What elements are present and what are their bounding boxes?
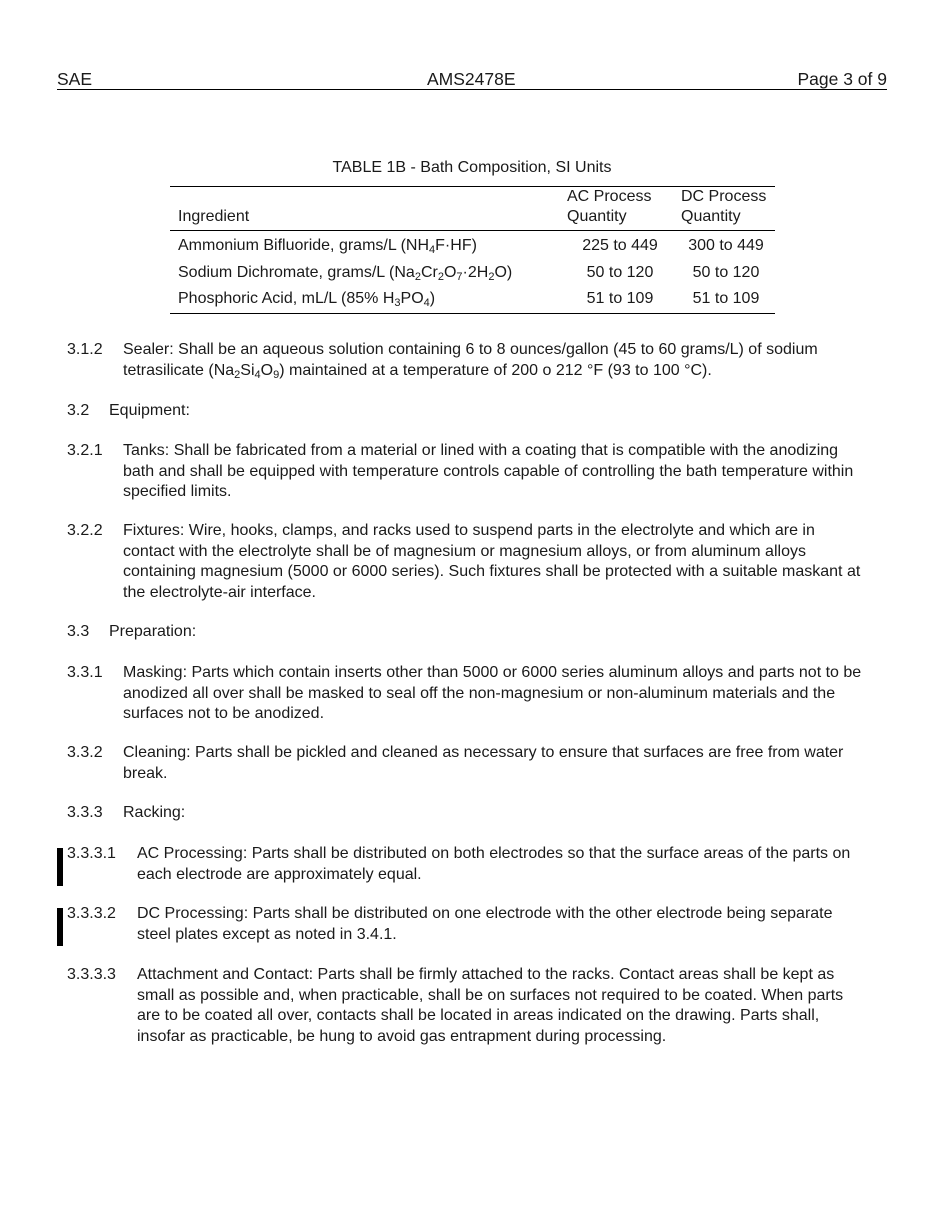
- section-heading: Preparation:: [109, 623, 197, 640]
- ac-quantity-cell: 51 to 109: [586, 290, 654, 308]
- section-text: AC Processing: Parts shall be distributed on both electrodes so that the surface areas of the parts on each electrode are approximately equal.: [137, 845, 851, 883]
- section-number: 3.3.2: [67, 744, 103, 761]
- section-3-3: [67, 622, 867, 643]
- ingredient-cell: Ammonium Bifluoride, grams/L $(NH_4F\cdot HF)$: [178, 237, 477, 257]
- section-text: Tanks: Shall be fabricated from a material or lined with a coating that is compatible with the anodizing bath and shall be equipped with temperature controls capable of controlling the bath temperature within specified limits.: [123, 442, 854, 500]
- section-heading: Equipment:: [109, 402, 190, 419]
- section-3-3-3-3: [67, 965, 867, 1047]
- column-ingredient: Ingredient: [178, 208, 250, 225]
- section-3-2-1: [67, 441, 867, 503]
- section-text: Attachment and Contact: Parts shall be firmly attached to the racks. Contact areas shall be kept as small as possible and, when practicable, shall be on surfaces not required to be coated. When parts are to be coated all over, contacts shall be located in areas indicated on the drawing. Parts shall, insofar as practicable, be hung to avoid gas entrapment during processing.: [137, 966, 844, 1045]
- section-number: 3.3.1: [67, 664, 103, 681]
- section-3-3-1: [67, 663, 867, 725]
- header-org: SAE: [57, 69, 93, 89]
- table-row: [170, 286, 775, 313]
- section-number: 3.3: [67, 623, 90, 640]
- section-number: 3.3.3.3: [67, 966, 116, 983]
- section-3-3-3-1: [67, 844, 867, 885]
- section-text: Cleaning: Parts shall be pickled and cleaned as necessary to ensure that surfaces are free from water break.: [123, 744, 844, 782]
- change-bar: [57, 908, 63, 946]
- section-number: 3.3.3: [67, 804, 103, 821]
- table-row: [170, 231, 775, 260]
- ac-quantity-cell: 50 to 120: [586, 263, 654, 281]
- section-text: DC Processing: Parts shall be distributed on one electrode with the other electrode being separate steel plates except as noted in 3.4.1.: [137, 905, 833, 943]
- section-number: 3.2.2: [67, 522, 103, 539]
- section-text: Masking: Parts which contain inserts other than 5000 or 6000 series aluminum alloys and parts not to be anodized all over shall be masked to seal off the non-magnesium or non-aluminum materials and the surfaces not to be anodized.: [123, 664, 862, 722]
- section-3-3-3-2: [67, 904, 867, 945]
- dc-quantity-cell: 51 to 109: [692, 290, 760, 308]
- ingredient-cell: Phosphoric Acid, mL/L (85% $H_3PO_4$): [178, 290, 436, 310]
- section-number: 3.1.2: [67, 341, 103, 358]
- column-dc-process: DC Process Quantity: [681, 188, 767, 225]
- change-bar: [57, 848, 63, 886]
- dc-quantity-cell: 50 to 120: [692, 263, 760, 281]
- table-caption: TABLE 1B - Bath Composition, SI Units: [332, 159, 612, 176]
- header-page-number: Page 3 of 9: [797, 69, 887, 89]
- section-number: 3.2.1: [67, 442, 103, 459]
- section-number: 3.3.3.2: [67, 905, 116, 922]
- section-text: Fixtures: Wire, hooks, clamps, and racks used to suspend parts in the electrolyte and which are in contact with the electrolyte shall be of magnesium or magnesium alloys, or from aluminum alloys containing magnesium (5000 or 6000 series). Such fixtures shall be protected with a suitable maskant at the electrolyte-air interface.: [123, 522, 861, 601]
- section-3-1-2: [67, 340, 867, 381]
- table-header-row: [170, 187, 775, 231]
- section-3-3-3: [67, 803, 867, 824]
- ac-quantity-cell: 225 to 449: [582, 237, 658, 255]
- section-heading: Racking:: [123, 804, 186, 821]
- section-number: 3.3.3.1: [67, 845, 116, 862]
- section-text: Sealer: Shall be an aqueous solution containing 6 to 8 ounces/gallon (45 to 60 grams/L) of sodium tetrasilicate $(Na_2Si_4O_9)$ maintained at a temperature of 200 o 212 °F (93 to 100 °C).: [123, 341, 818, 381]
- section-3-3-2: [67, 743, 867, 784]
- dc-quantity-cell: 300 to 449: [688, 237, 764, 255]
- header-doc-number: AMS2478E: [427, 69, 516, 89]
- page-header: [57, 68, 887, 90]
- bath-composition-table: [170, 186, 775, 314]
- section-number: 3.2: [67, 402, 90, 419]
- table-row: [170, 260, 775, 287]
- section-3-2: [67, 401, 867, 422]
- ingredient-cell: Sodium Dichromate, grams/L $(Na_2Cr_2O_7\cdot 2H_2O)$: [178, 263, 513, 283]
- column-ac-process: AC Process Quantity: [567, 188, 652, 225]
- section-3-2-2: [67, 521, 867, 603]
